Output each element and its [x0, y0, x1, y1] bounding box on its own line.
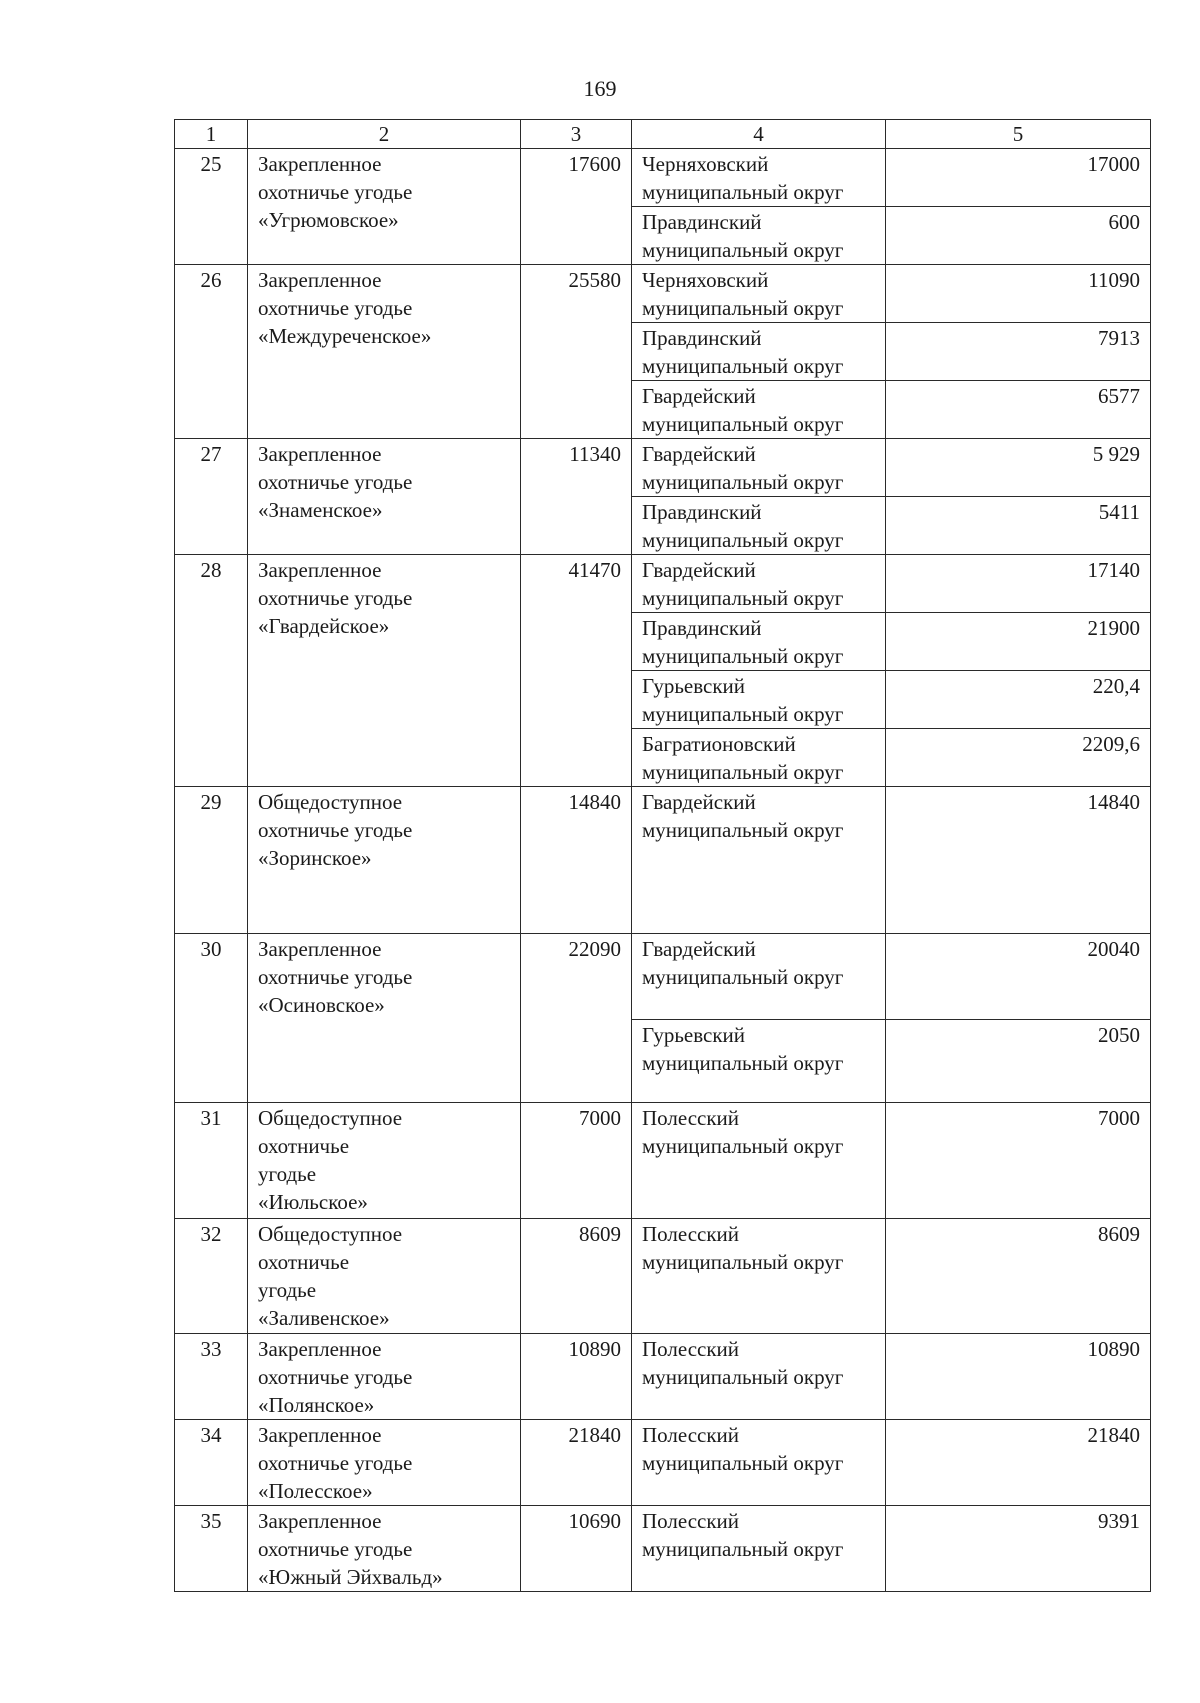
table-row — [175, 439, 1151, 497]
district-cell: Гвардейский муниципальный округ — [632, 439, 886, 497]
district-area-cell: 7000 — [886, 1103, 1151, 1219]
total-area-cell: 21840 — [521, 1420, 632, 1506]
district-area-cell: 600 — [886, 207, 1151, 265]
district-area-cell: 2209,6 — [886, 729, 1151, 787]
total-area-cell: 10890 — [521, 1334, 632, 1420]
total-area-cell: 25580 — [521, 265, 632, 439]
district-cell: Гурьевский муниципальный округ — [632, 671, 886, 729]
header-cell-5: 5 — [886, 120, 1151, 149]
hunting-ground-name-cell: Общедоступное охотничье угодье «Июльское» — [248, 1103, 521, 1219]
table-row — [175, 149, 1151, 207]
district-area-cell: 17140 — [886, 555, 1151, 613]
table-row — [175, 555, 1151, 613]
row-number-cell: 27 — [175, 439, 248, 555]
row-number-cell: 33 — [175, 1334, 248, 1420]
district-area-cell: 5 929 — [886, 439, 1151, 497]
district-cell: Полесский муниципальный округ — [632, 1506, 886, 1592]
district-area-cell: 21840 — [886, 1420, 1151, 1506]
row-number-cell: 30 — [175, 934, 248, 1103]
hunting-ground-name-cell: Закрепленное охотничье угодье «Угрюмовское» — [248, 149, 521, 265]
hunting-ground-name-cell: Общедоступное охотничье угодье «Заливенское» — [248, 1219, 521, 1334]
page-number: 169 — [583, 76, 617, 101]
header-cell-3: 3 — [521, 120, 632, 149]
total-area-cell: 22090 — [521, 934, 632, 1103]
row-number-cell: 32 — [175, 1219, 248, 1334]
header-cell-2: 2 — [248, 120, 521, 149]
district-cell: Правдинский муниципальный округ — [632, 207, 886, 265]
district-area-cell: 11090 — [886, 265, 1151, 323]
row-number-cell: 31 — [175, 1103, 248, 1219]
district-cell: Правдинский муниципальный округ — [632, 323, 886, 381]
district-area-cell: 8609 — [886, 1219, 1151, 1334]
district-area-cell: 17000 — [886, 149, 1151, 207]
total-area-cell: 7000 — [521, 1103, 632, 1219]
district-area-cell: 10890 — [886, 1334, 1151, 1420]
total-area-cell: 41470 — [521, 555, 632, 787]
hunting-ground-name-cell: Закрепленное охотничье угодье «Знаменское» — [248, 439, 521, 555]
district-cell: Полесский муниципальный округ — [632, 1219, 886, 1334]
district-area-cell: 6577 — [886, 381, 1151, 439]
total-area-cell: 10690 — [521, 1506, 632, 1592]
district-cell: Гвардейский муниципальный округ — [632, 934, 886, 1020]
district-cell: Черняховский муниципальный округ — [632, 265, 886, 323]
district-area-cell: 7913 — [886, 323, 1151, 381]
district-cell: Полесский муниципальный округ — [632, 1334, 886, 1420]
row-number-cell: 34 — [175, 1420, 248, 1506]
table-row — [175, 1420, 1151, 1506]
hunting-ground-name-cell: Закрепленное охотничье угодье «Южный Эйхвальд» — [248, 1506, 521, 1592]
header-cell-1: 1 — [175, 120, 248, 149]
hunting-ground-name-cell: Закрепленное охотничье угодье «Междуреченское» — [248, 265, 521, 439]
hunting-grounds-table — [174, 119, 1151, 1592]
district-area-cell: 20040 — [886, 934, 1151, 1020]
district-cell: Правдинский муниципальный округ — [632, 497, 886, 555]
row-number-cell: 28 — [175, 555, 248, 787]
total-area-cell: 14840 — [521, 787, 632, 934]
district-area-cell: 220,4 — [886, 671, 1151, 729]
header-row — [175, 120, 1151, 149]
table-row — [175, 1219, 1151, 1334]
row-number-cell: 26 — [175, 265, 248, 439]
total-area-cell: 11340 — [521, 439, 632, 555]
district-area-cell: 2050 — [886, 1020, 1151, 1103]
row-number-cell: 25 — [175, 149, 248, 265]
hunting-ground-name-cell: Закрепленное охотничье угодье «Полесское» — [248, 1420, 521, 1506]
district-area-cell: 21900 — [886, 613, 1151, 671]
row-number-cell: 35 — [175, 1506, 248, 1592]
row-number-cell: 29 — [175, 787, 248, 934]
hunting-ground-name-cell: Общедоступное охотничье угодье «Зоринское» — [248, 787, 521, 934]
table-row — [175, 1506, 1151, 1592]
hunting-ground-name-cell: Закрепленное охотничье угодье «Полянское» — [248, 1334, 521, 1420]
table-body — [175, 120, 1151, 1592]
district-cell: Гурьевский муниципальный округ — [632, 1020, 886, 1103]
district-area-cell: 5411 — [886, 497, 1151, 555]
district-cell: Гвардейский муниципальный округ — [632, 787, 886, 934]
district-cell: Черняховский муниципальный округ — [632, 149, 886, 207]
table-row — [175, 265, 1151, 323]
district-cell: Багратионовский муниципальный округ — [632, 729, 886, 787]
district-cell: Гвардейский муниципальный округ — [632, 555, 886, 613]
district-cell: Правдинский муниципальный округ — [632, 613, 886, 671]
district-cell: Гвардейский муниципальный округ — [632, 381, 886, 439]
total-area-cell: 8609 — [521, 1219, 632, 1334]
table-row — [175, 1334, 1151, 1420]
header-cell-4: 4 — [632, 120, 886, 149]
district-area-cell: 14840 — [886, 787, 1151, 934]
table-row — [175, 934, 1151, 1020]
table-row — [175, 1103, 1151, 1219]
total-area-cell: 17600 — [521, 149, 632, 265]
district-cell: Полесский муниципальный округ — [632, 1420, 886, 1506]
table-row — [175, 787, 1151, 934]
hunting-ground-name-cell: Закрепленное охотничье угодье «Гвардейское» — [248, 555, 521, 787]
district-cell: Полесский муниципальный округ — [632, 1103, 886, 1219]
hunting-ground-name-cell: Закрепленное охотничье угодье «Осиновское» — [248, 934, 521, 1103]
district-area-cell: 9391 — [886, 1506, 1151, 1592]
